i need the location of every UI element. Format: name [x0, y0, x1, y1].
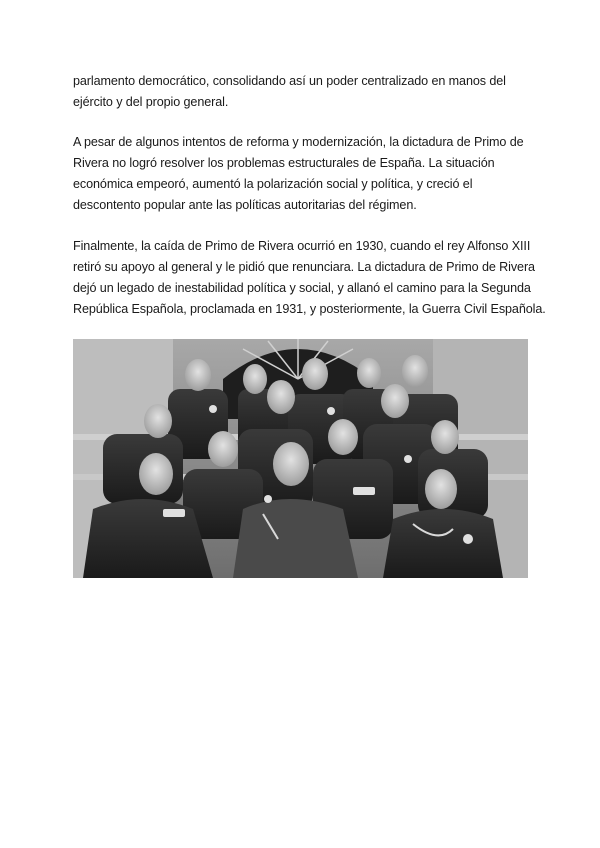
paragraph-line: A pesar de algunos intentos de reforma y modernización, la dictadura de Primo de — [73, 135, 524, 149]
paragraph-line: retiró su apoyo al general y le pidió que renunciara. La dictadura de Primo de Rivera — [73, 260, 535, 274]
paragraph-line: parlamento democrático, consolidando así un poder centralizado en manos del — [73, 74, 506, 88]
paragraph-line: descontento popular ante las políticas autoritarias del régimen. — [73, 198, 417, 212]
paragraph-line: económica empeoró, aumentó la polarización social y política, y creció el — [73, 177, 473, 191]
paragraph-line: República Española, proclamada en 1931, y posteriormente, la Guerra Civil Española. — [73, 302, 546, 316]
paragraph-1 — [73, 71, 533, 113]
historical-group-photo — [73, 339, 528, 578]
paragraph-line: Finalmente, la caída de Primo de Rivera ocurrió en 1930, cuando el rey Alfonso XIII — [73, 239, 531, 253]
paragraph-3 — [73, 236, 546, 320]
paragraph-line: ejército y del propio general. — [73, 95, 229, 109]
paragraph-2 — [73, 132, 533, 216]
paragraph-line: dejó un legado de inestabilidad política y social, y allanó el camino para la Segunda — [73, 281, 531, 295]
paragraph-line: Rivera no logró resolver los problemas estructurales de España. La situación — [73, 156, 495, 170]
photo-illustration — [73, 339, 528, 578]
